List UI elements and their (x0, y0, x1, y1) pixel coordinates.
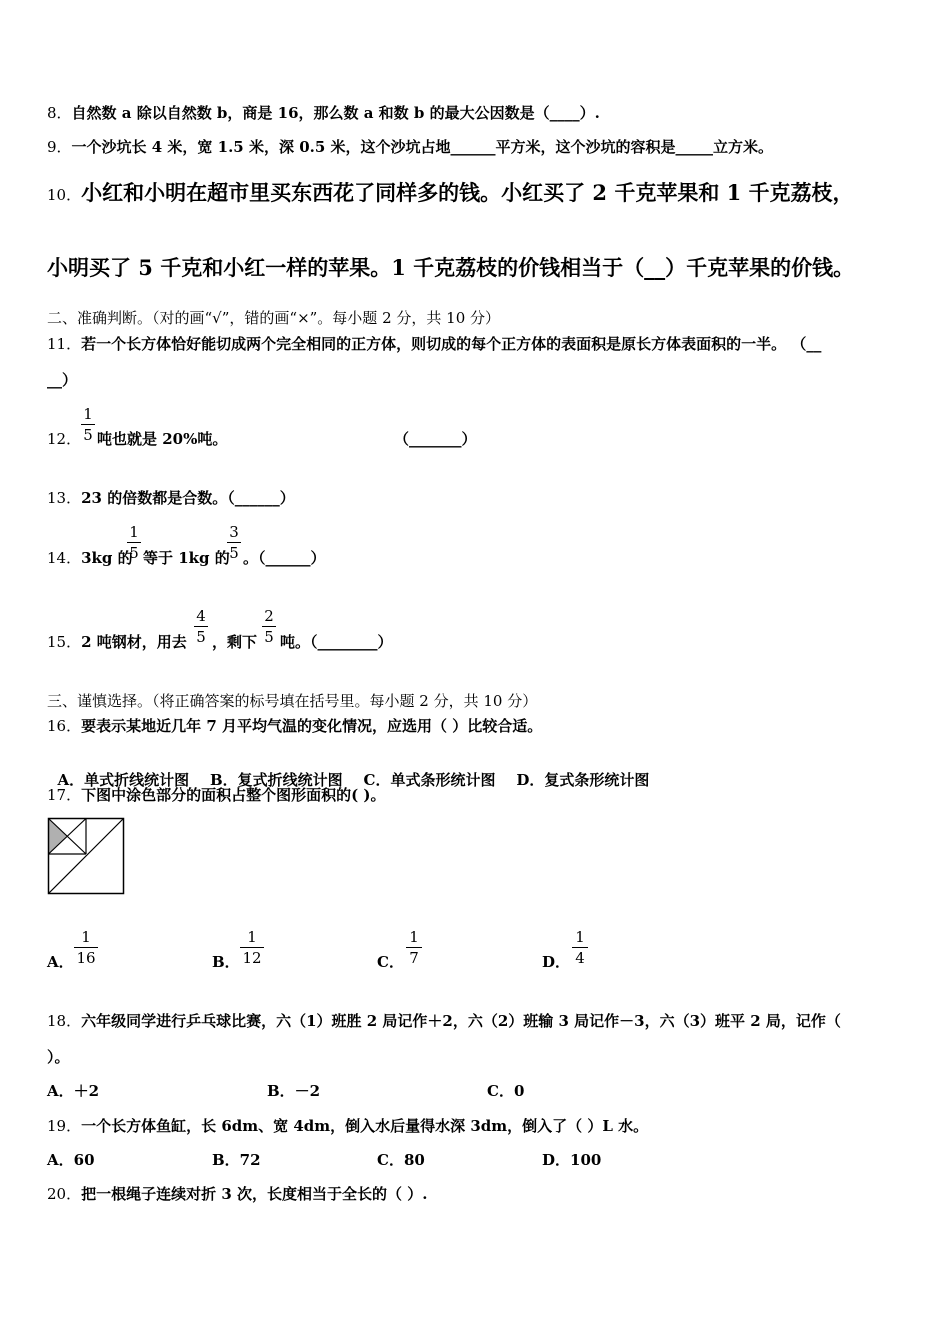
numerator: 1 (409, 928, 419, 946)
denominator: 12 (242, 949, 262, 967)
option-label: C． (377, 953, 404, 971)
fraction (81, 405, 95, 444)
option-text: A．60 (47, 1151, 95, 1169)
fraction-bar (194, 626, 208, 627)
fraction-bar (240, 947, 264, 948)
option-a[interactable] (47, 1081, 99, 1101)
option-d[interactable] (542, 1150, 601, 1170)
fraction-bar (227, 542, 241, 543)
numerator: 4 (196, 607, 206, 625)
option-text: D．100 (542, 1151, 602, 1169)
section-title: 二、准确判断。（对的画“√”，错的画“×”。每小题 2 分，共 10 分） (47, 309, 501, 327)
option-text: C．80 (377, 1151, 425, 1169)
fraction-2 (227, 523, 241, 562)
option-b[interactable] (212, 1150, 261, 1170)
question-text: 吨也就是 20%吨。 (97, 430, 228, 448)
question-text: 一个长方体鱼缸，长 6dm、宽 4dm，倒入水后量得水深 3dm，倒入了（ ）L 水。 (81, 1117, 649, 1135)
section-2-heading (47, 308, 500, 328)
denominator: 5 (264, 628, 274, 646)
denominator: 4 (575, 949, 585, 967)
question-number: 17． (47, 786, 82, 804)
question-12 (47, 429, 81, 449)
question-12-text (97, 429, 227, 449)
question-16-options (47, 750, 649, 790)
question-number: 19． (47, 1117, 82, 1135)
question-number: 9． (47, 138, 72, 156)
question-text-part1: 2 吨钢材，用去 (81, 633, 187, 651)
option-text: A．＋2 (47, 1082, 100, 1100)
section-3-heading (47, 691, 537, 711)
denominator: 16 (76, 949, 96, 967)
numerator: 1 (575, 928, 585, 946)
question-14-end (243, 548, 326, 568)
numerator: 3 (229, 523, 239, 541)
question-text-line2: __） (47, 371, 78, 389)
section-title: 三、谨慎选择。（将正确答案的标号填在括号里。每小题 2 分，共 10 分） (47, 692, 538, 710)
question-text-line1: 小红和小明在超市里买东西花了同样多的钱。小红买了 2 千克苹果和 1 千克荔枝， (81, 180, 854, 205)
denominator: 5 (229, 544, 239, 562)
question-15-end (280, 632, 393, 652)
option-label: B． (212, 953, 240, 971)
fraction-bar (572, 947, 588, 948)
question-number: 11． (47, 335, 82, 353)
option-c[interactable] (377, 1150, 425, 1170)
answer-blank (394, 429, 477, 449)
question-number: 16． (47, 717, 82, 735)
option-b[interactable] (212, 952, 240, 972)
denominator: 7 (409, 949, 419, 967)
option-a-fraction (74, 928, 98, 967)
option-d-fraction (572, 928, 588, 967)
question-8 (47, 103, 600, 123)
fraction-bar (406, 947, 422, 948)
question-number: 8． (47, 104, 72, 122)
question-text-part3: 吨。（________） (280, 633, 393, 651)
question-text-part2: ，剩下 (212, 633, 258, 651)
question-text: 自然数 a 除以自然数 b，商是 16，那么数 a 和数 b 的最大公因数是（____）. (71, 104, 600, 122)
fraction-1 (127, 523, 141, 562)
question-9 (47, 137, 773, 157)
option-text: C．0 (487, 1082, 525, 1100)
option-c[interactable] (377, 952, 404, 972)
question-text: 把一根绳子连续对折 3 次，长度相当于全长的（ ）. (81, 1185, 428, 1203)
option-b-fraction (240, 928, 264, 967)
shaded-triangle (49, 819, 68, 855)
question-13 (47, 488, 295, 508)
shaded-square-figure (47, 817, 125, 895)
numerator: 1 (83, 405, 93, 423)
question-text: 下图中涂色部分的面积占整个图形面积的( )。 (81, 786, 386, 804)
numerator: 1 (81, 928, 91, 946)
option-label: A． (47, 953, 74, 971)
question-20 (47, 1184, 427, 1204)
fraction-bar (262, 626, 276, 627)
numerator: 2 (264, 607, 274, 625)
question-number: 12． (47, 430, 82, 448)
question-number: 20． (47, 1185, 82, 1203)
question-text: 23 的倍数都是合数。（______） (81, 489, 295, 507)
question-number: 10． (47, 186, 82, 204)
question-number: 18． (47, 1012, 82, 1030)
question-number: 13． (47, 489, 82, 507)
question-17 (47, 785, 386, 805)
question-15 (47, 632, 187, 652)
question-10 (47, 179, 854, 209)
question-15-mid (212, 632, 257, 652)
question-text-part1: 3kg 的 (81, 549, 133, 567)
question-14 (47, 548, 133, 568)
question-text-line2: 小明买了 5 千克和小红一样的苹果。1 千克荔枝的价钱相当于（__）千克苹果的价钱。 (47, 255, 855, 280)
fraction-bar (74, 947, 98, 948)
option-d[interactable] (542, 952, 570, 972)
denominator: 5 (129, 544, 139, 562)
question-14-mid (143, 548, 230, 568)
question-19 (47, 1116, 648, 1136)
question-text-line1: 若一个长方体恰好能切成两个完全相同的正方体，则切成的每个正方体的表面积是原长方体表面积的一半。 （__ (81, 335, 822, 353)
numerator: 1 (129, 523, 139, 541)
question-text: 一个沙坑长 4 米，宽 1.5 米，深 0.5 米，这个沙坑占地______平方米，这个沙坑的容积是_____立方米。 (71, 138, 774, 156)
question-number: 15． (47, 633, 82, 651)
question-text-line1: 六年级同学进行乒乓球比赛，六（1）班胜 2 局记作＋2，六（2）班输 3 局记作－3，六（3）班平 2 局，记作（ (81, 1012, 841, 1030)
question-text-line2: ）。 (47, 1048, 70, 1066)
question-text-part2: 等于 1kg 的 (143, 549, 230, 567)
option-c-fraction (406, 928, 422, 967)
question-text: 要表示某地近几年 7 月平均气温的变化情况，应选用（ ）比较合适。 (81, 717, 543, 735)
fraction-2 (262, 607, 276, 646)
question-18 (47, 1011, 841, 1031)
numerator: 1 (247, 928, 257, 946)
option-label: D． (542, 953, 571, 971)
fraction-1 (194, 607, 208, 646)
denominator: 5 (196, 628, 206, 646)
option-a[interactable] (47, 952, 74, 972)
fraction-bar (81, 424, 95, 425)
option-a[interactable] (47, 1150, 95, 1170)
option-b[interactable] (267, 1081, 320, 1101)
options-text: A．单式折线统计图 B．复式折线统计图 C．单式条形统计图 D．复式条形统计图 (57, 771, 650, 789)
option-text: B．72 (212, 1151, 261, 1169)
question-10-cont (47, 254, 854, 282)
question-11 (47, 334, 821, 354)
fraction-bar (127, 542, 141, 543)
question-text-part3: 。（______） (243, 549, 326, 567)
question-18-cont (47, 1047, 70, 1067)
option-c[interactable] (487, 1081, 524, 1101)
question-16 (47, 716, 542, 736)
question-11-cont (47, 370, 77, 390)
denominator: 5 (83, 426, 93, 444)
option-text: B．－2 (267, 1082, 321, 1100)
question-number: 14． (47, 549, 82, 567)
blank-text: （_______） (394, 430, 477, 448)
